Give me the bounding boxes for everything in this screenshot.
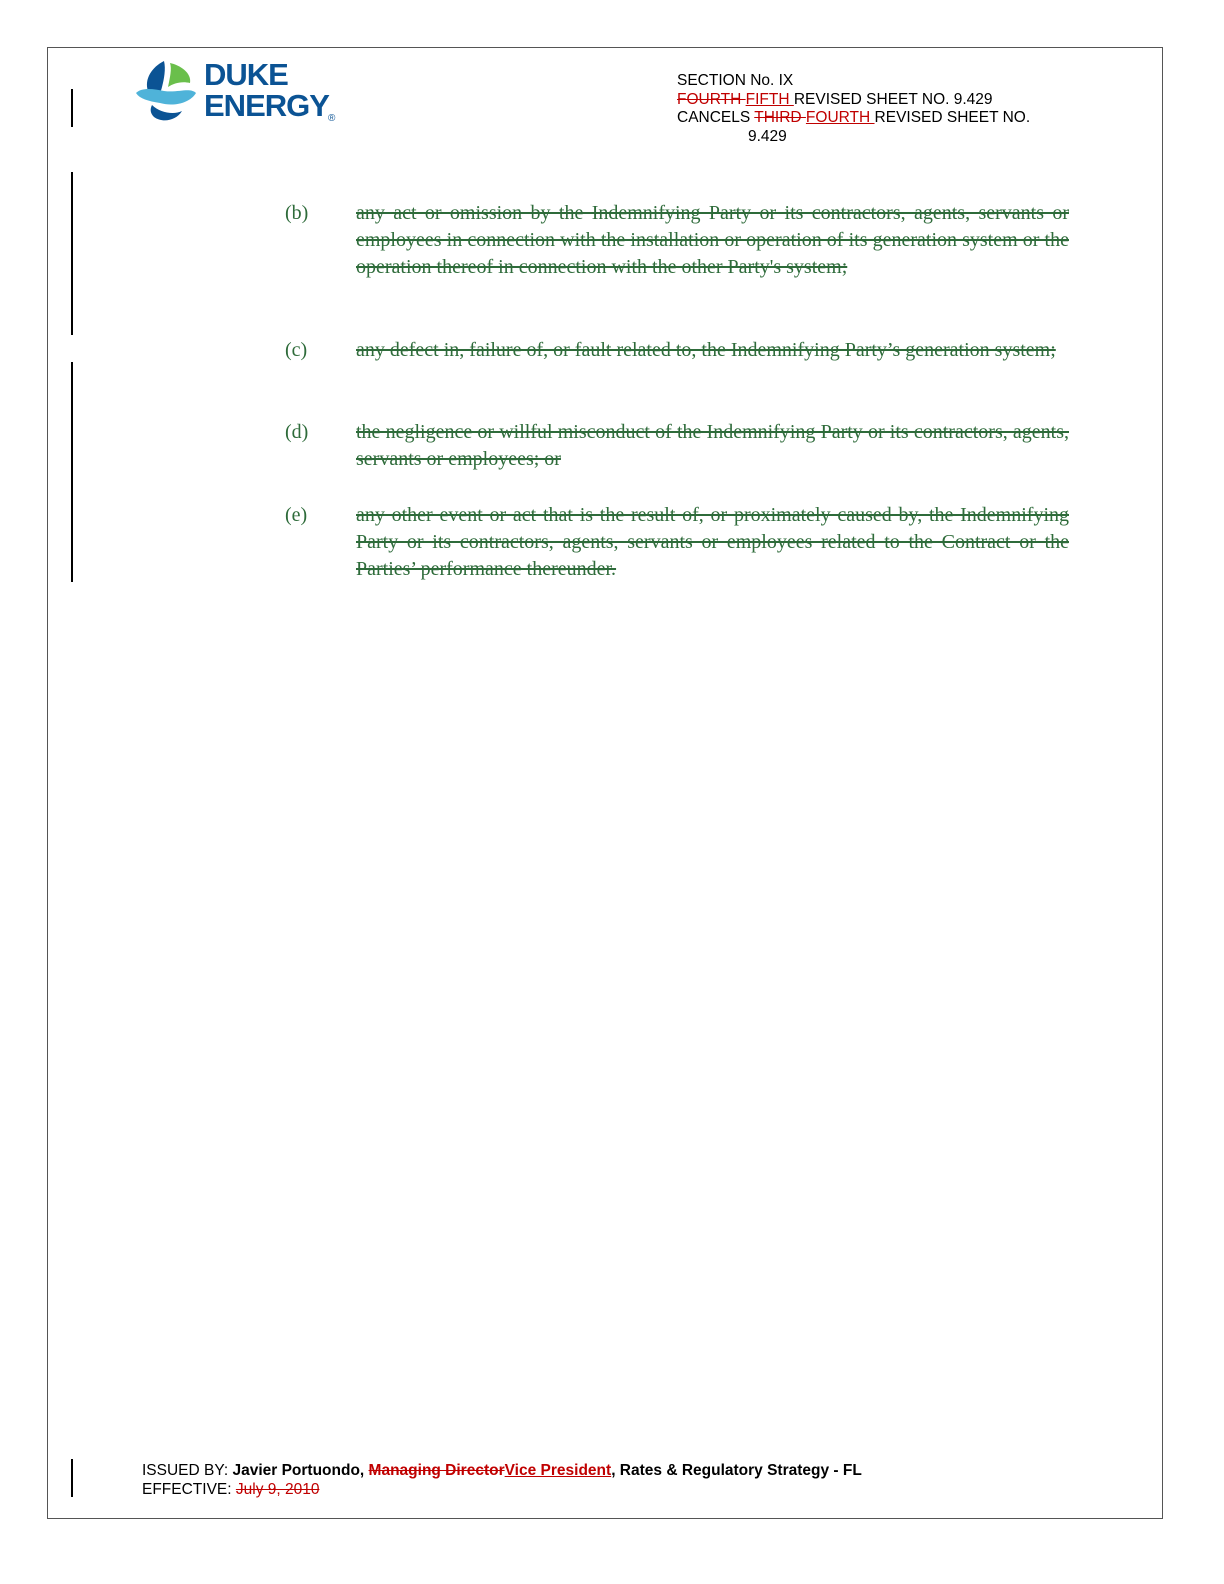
revised-sheet-line <box>677 91 1097 110</box>
deleted-cancels-revision: THIRD <box>754 109 806 126</box>
duke-energy-logo <box>134 57 344 129</box>
item-text: the negligence or willful misconduct of the Indemnifying Party or its contractors, agents, servants or employees; or <box>356 421 1069 470</box>
deleted-title: Managing Director <box>368 1462 505 1479</box>
registered-mark: ® <box>328 113 336 124</box>
effective-line <box>142 1480 862 1499</box>
section-number: SECTION No. IX <box>677 72 794 89</box>
item-text: any act or omission by the Indemnifying Party or its contractors, agents, servants or employees in connection with the installation or operation of its generation system or the operation thereof in connection with the other Party's system; <box>356 202 1069 278</box>
list-item <box>285 502 1069 583</box>
logo-line1: DUKE <box>204 57 288 92</box>
sheet-footer <box>142 1461 862 1499</box>
item-label: (c) <box>285 339 308 361</box>
inserted-revision: FIFTH <box>745 90 794 108</box>
issuer-department: , Rates & Regulatory Strategy - FL <box>611 1462 862 1479</box>
logo-wordmark <box>204 59 329 121</box>
effective-label: EFFECTIVE: <box>142 1481 236 1498</box>
change-bar <box>71 1459 73 1497</box>
change-bar <box>71 89 73 127</box>
list-item <box>285 337 1069 364</box>
sheet-header <box>677 72 1097 146</box>
item-label: (b) <box>285 202 309 224</box>
issued-by-line <box>142 1461 862 1480</box>
deleted-revision: FOURTH <box>677 90 746 108</box>
item-text: any defect in, failure of, or fault related to, the Indemnifying Party’s generation system; <box>356 339 1056 361</box>
cancels-sheet-text: REVISED SHEET NO. <box>874 109 1031 126</box>
change-bar <box>71 362 73 582</box>
item-label: (e) <box>285 504 308 526</box>
list-item <box>285 419 1069 473</box>
duke-energy-emblem-icon <box>134 57 200 127</box>
item-text: any other event or act that is the result of, or proximately caused by, the Indemnifying Party or its contractors, agents, servants or employees related to the Contract or the Parties’ performance thereunder. <box>356 504 1069 580</box>
revised-sheet-text: REVISED SHEET NO. 9.429 <box>793 90 993 108</box>
item-label: (d) <box>285 421 309 443</box>
inserted-title: Vice President <box>504 1462 612 1479</box>
list-item <box>285 200 1069 281</box>
cancels-line <box>677 109 1097 128</box>
logo-line2: ENERGY <box>204 88 329 123</box>
inserted-cancels-revision: FOURTH <box>805 109 875 126</box>
change-bar <box>71 172 73 335</box>
deleted-effective-date: July 9, 2010 <box>235 1481 320 1498</box>
cancels-label: CANCELS <box>677 109 755 126</box>
issued-by-label: ISSUED BY: <box>142 1462 233 1479</box>
issuer-name: Javier Portuondo, <box>232 1462 369 1479</box>
cancels-sheet-number: 9.429 <box>748 127 787 145</box>
